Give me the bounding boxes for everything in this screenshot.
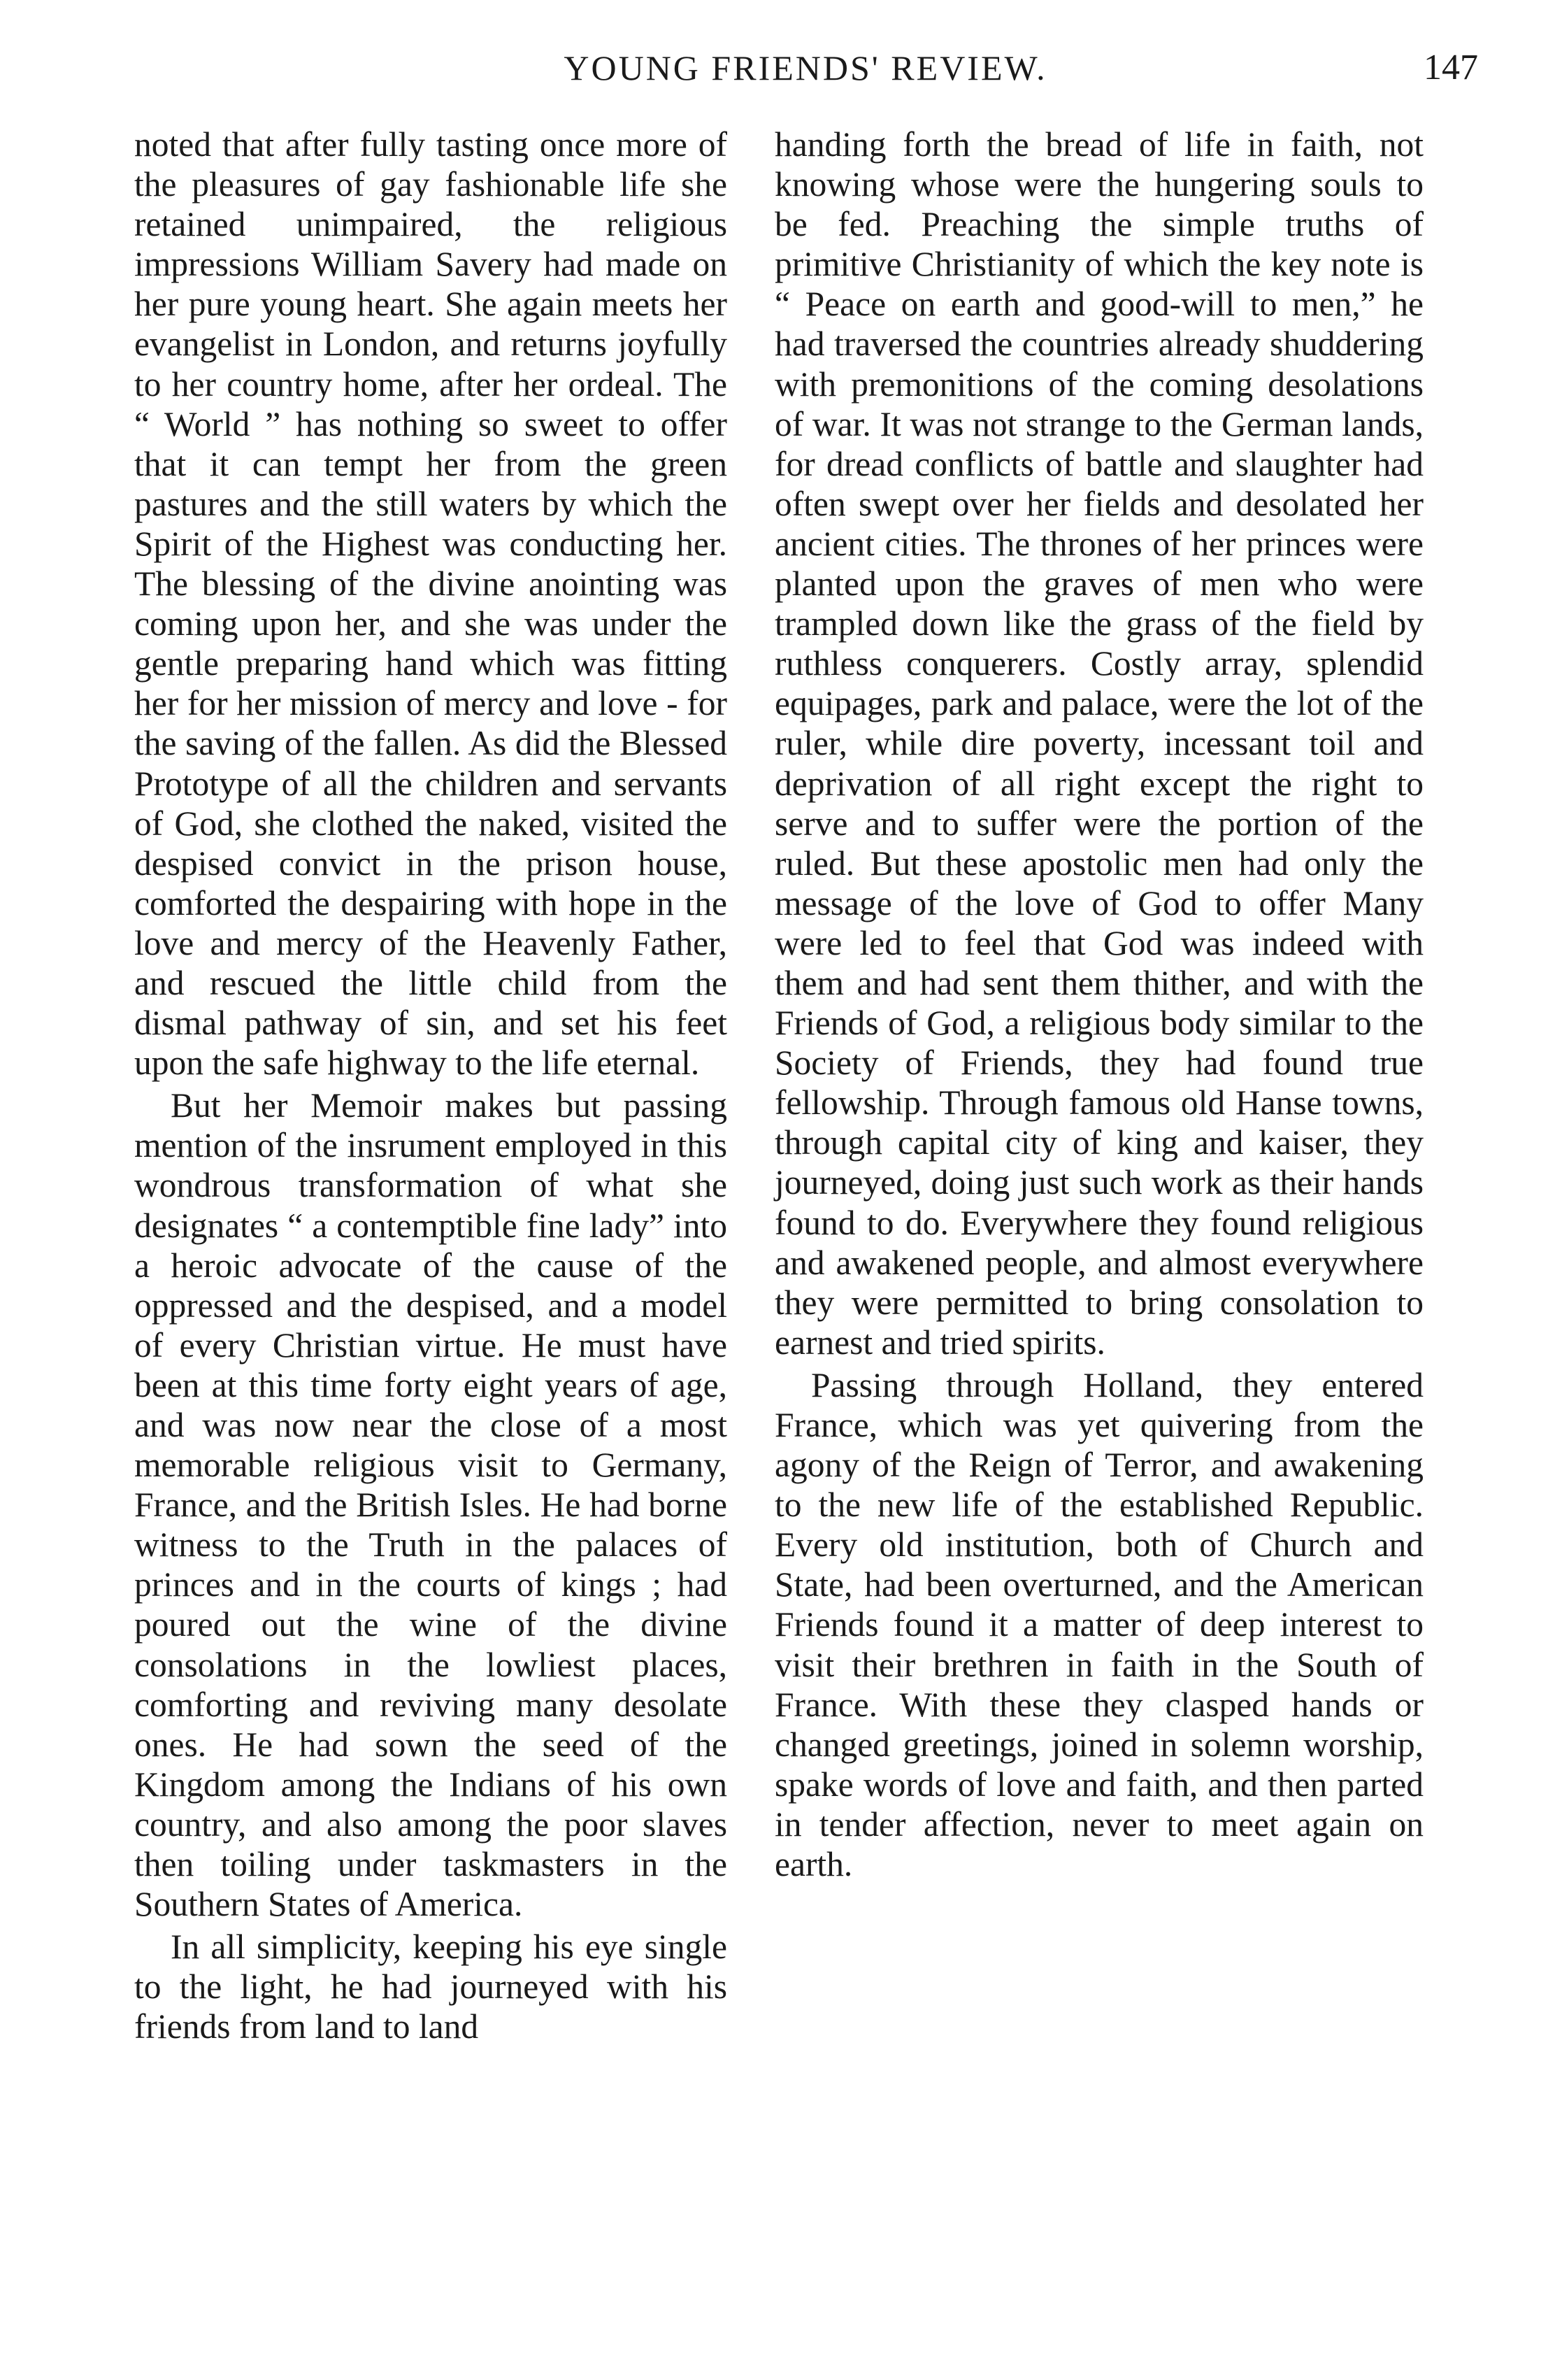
running-head [133,43,1478,92]
paragraph-memoir: But her Memoir makes but passing mention of the insrument employed in this wondrous transformation of what she designates “ a contemptible fine lady” into a heroic advocate of the cause of the oppressed and the despised, and a model of every Christian virtue. He must have been at this time forty eight years of age, and was now near the close of a most memorable religious visit to Germany, France, and the British Isles. He had borne witness to the Truth in the palaces of princes and in the courts of kings ; had poured out the wine of the divine consolations in the lowliest places, comforting and reviving many desolate ones. He had sown the seed of the Kingdom among the Indians of his own country, and also among the poor slaves then toiling under taskmasters in the Southern States of America. [134,1086,727,1924]
page-number: 147 [1424,48,1478,87]
right-column [775,124,1424,1884]
paragraph-bread-of-life: handing forth the bread of life in faith, not knowing whose were the hungering souls to be fed. Preaching the simple truths of primitive Christianity of which the key note is “ Peace on earth and good-will to men,” he had traversed the countries already shuddering with premonitions of the coming desolations of war. It was not strange to the German lands, for dread conflicts of battle and slaughter had often swept over her fields and desolated her ancient cities. The thrones of her princes were planted upon the graves of men who were trampled down like the grass of the field by ruthless conquerers. Costly array, splendid equipages, park and palace, were the lot of the ruler, while dire poverty, incessant toil and deprivation of all right except the right to serve and to suffer were the portion of the ruled. But these apostolic men had only the message of the love of God to offer Many were led to feel that God was indeed with them and had sent them thither, and with the Friends of God, a religious body similar to the Society of Friends, they had found true fellowship. Through famous old Hanse towns, through capital city of king and kaiser, they journeyed, doing just such work as their hands found to do. Everywhere they found religious and awakened people, and almost everywhere they were permitted to bring consolation to earnest and tried spirits. [775,125,1424,1362]
left-column [134,124,727,2047]
journal-title: YOUNG FRIENDS' REVIEW. [564,48,1047,87]
paragraph-continued: noted that after fully tasting once more of the pleasures of gay fashionable life she retained unimpaired, the religious impressions William Savery had made on her pure young heart. She again meets her evangelist in London, and returns joyfully to her country home, after her ordeal. The “ World ” has nothing so sweet to offer that it can tempt her from the green pastures and the still waters by which the Spirit of the Highest was conducting her. The blessing of the divine anointing was coming upon her, and she was under the gentle preparing hand which was fitting her for her mission of mercy and love - for the saving of the fallen. As did the Blessed Prototype of all the children and servants of God, she clothed the naked, visited the despised convict in the prison house, comforted the despairing with hope in the love and mercy of the Heavenly Father, and rescued the little child from the dismal pathway of sin, and set his feet upon the safe highway to the life eternal. [134,125,727,1083]
paragraph-simplicity: In all simplicity, keeping his eye single to the light, he had journeyed with his friends from land to land [134,1927,727,2046]
paragraph-holland-france: Passing through Holland, they entered France, which was yet quivering from the agony of the Reign of Terror, and awakening to the new life of the established Republic. Every old institution, both of Church and State, had been overturned, and the American Friends found it a matter of deep interest to visit their brethren in faith in the South of France. With these they clasped hands or changed greetings, joined in solemn worship, spake words of love and faith, and then parted in tender affection, never to meet again on earth. [775,1365,1424,1884]
